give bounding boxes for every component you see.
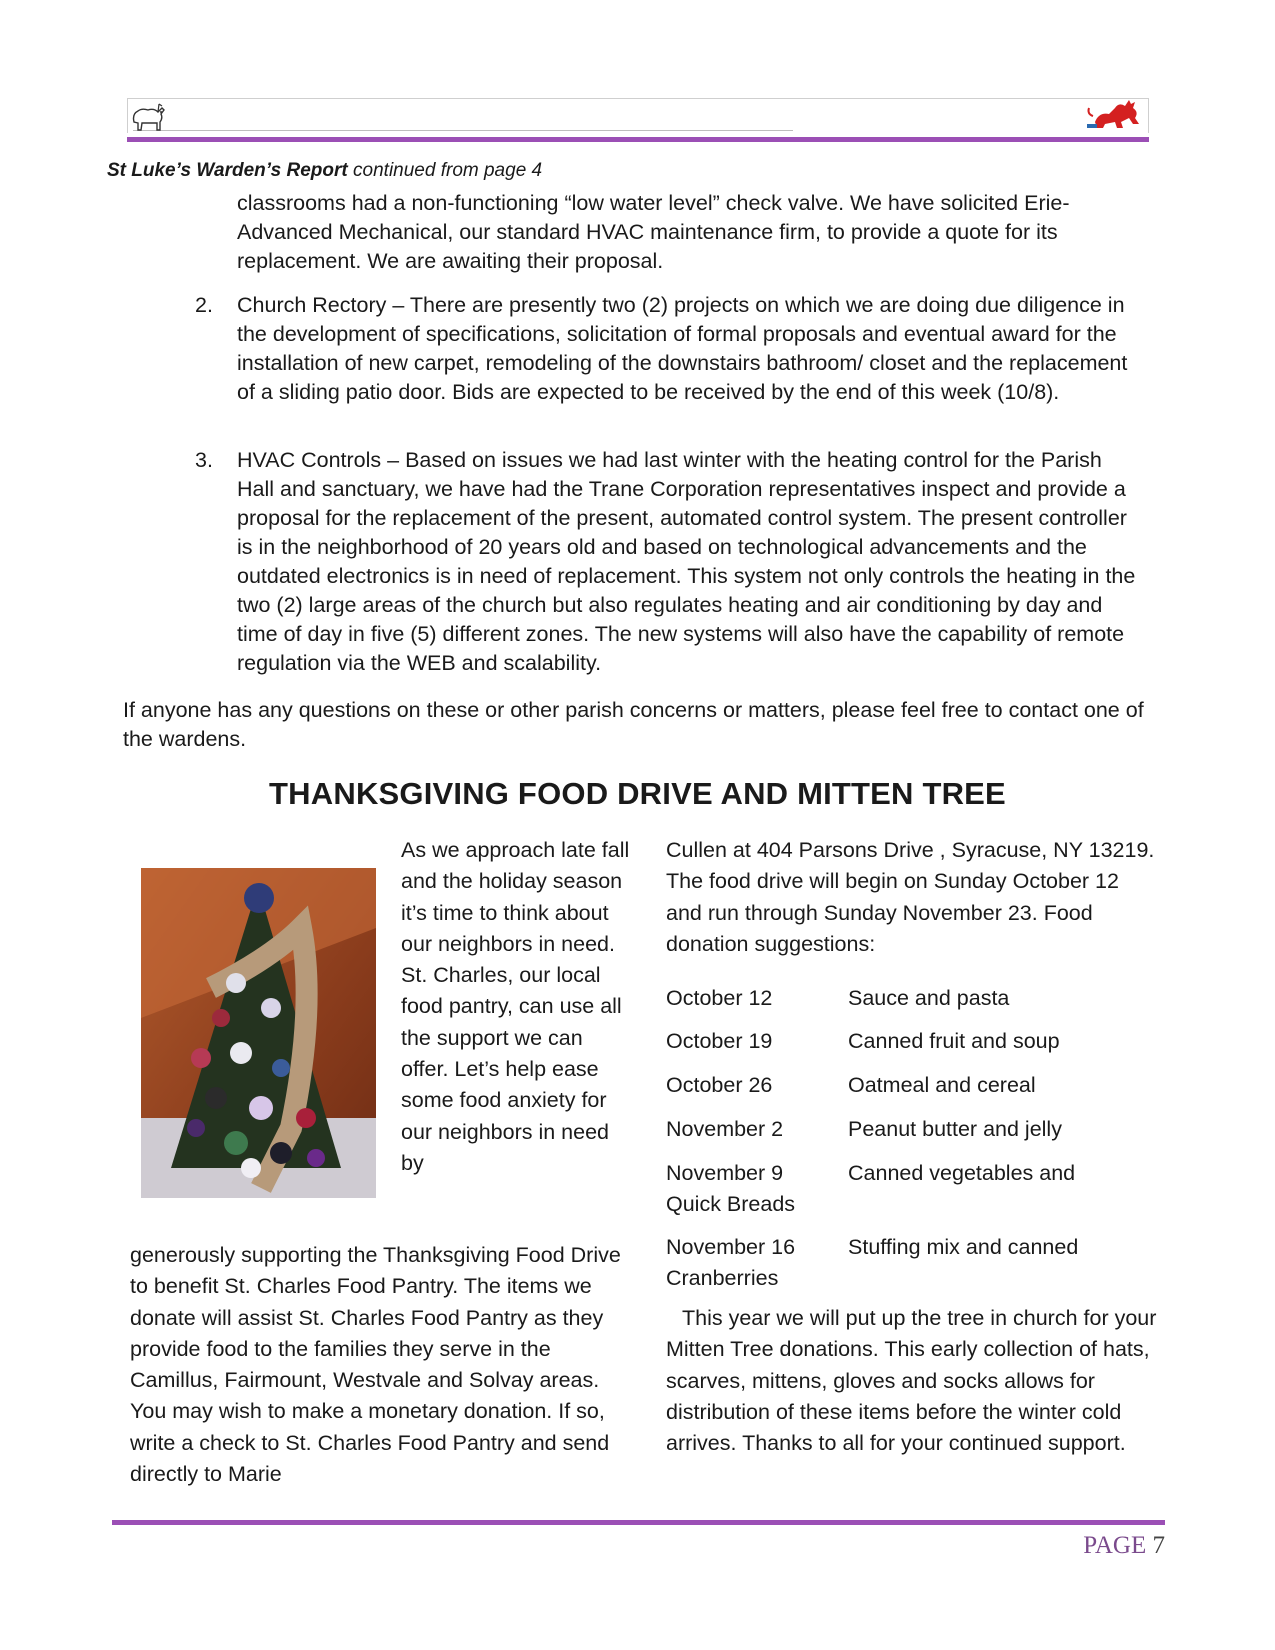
schedule-food: Canned vegetables and [848, 1161, 1076, 1185]
header-frame [127, 98, 1149, 133]
schedule-food: Sauce and pasta [848, 986, 1010, 1010]
lamb-icon [128, 100, 168, 132]
food-drive-address: Cullen at 404 Parsons Drive , Syracuse, NY 13219. The food drive will begin on Sunday October 12 and run through Sunday November 23. Food donation suggestions: [666, 838, 1155, 956]
page-number-value: 7 [1152, 1532, 1165, 1559]
schedule-food-continued: Cranberries [666, 1266, 779, 1290]
continuation-title: St Luke’s Warden’s Report [107, 160, 348, 181]
red-lion-icon [1085, 96, 1143, 132]
schedule-food: Peanut butter and jelly [848, 1117, 1062, 1141]
mitten-tree-paragraph: This year we will put up the tree in church for your Mitten Tree donations. This early collection of hats, scarves, mittens, gloves and socks allows for distribution of these items before the winter cold arrives. Thanks to all for your continued support. [666, 1306, 1157, 1456]
report-closing: If anyone has any questions on these or other parish concerns or matters, please feel free to contact one of the wardens. [123, 698, 1144, 751]
schedule-date: November 16 [666, 1235, 796, 1259]
report-list-item [195, 291, 1142, 407]
food-drive-details: generously supporting the Thanksgiving Food Drive to benefit St. Charles Food Pantry. The items we donate will assist St. Charles Food Pantry as they provide food to the families they serve in the Camillus, Fairmount, Westvale and Solvay areas. You may wish to make a monetary donation. If so, write a check to St. Charles Food Pantry and send directly to Marie [130, 1243, 621, 1487]
continuation-heading [107, 160, 542, 182]
report-list-item [195, 446, 1142, 678]
mitten-tree-photo [141, 868, 376, 1198]
list-number: 2. [195, 293, 213, 317]
page-label: PAGE [1083, 1532, 1147, 1559]
schedule-food: Stuffing mix and canned [848, 1235, 1079, 1259]
footer-rule [112, 1520, 1165, 1525]
schedule-food: Canned fruit and soup [848, 1029, 1060, 1053]
continuation-suffix: continued from page 4 [347, 160, 543, 181]
schedule-food-continued: Quick Breads [666, 1192, 796, 1216]
food-drive-intro: As we approach late fall and the holiday season it’s time to think about our neighbors in need. St. Charles, our local food pantry, can use all the support we can offer. Let’s help ease some food anxiety for our neighbors in need by [401, 838, 630, 1175]
list-item-text: Church Rectory – There are presently two (2) projects on which we are doing due diligence in the development of specifications, solicitation of formal proposals and eventual award for the installation of new carpet, remodeling of the downstairs bathroom/ closet and the replacement of a sliding patio door. Bids are expected to be received by the end of this week (10/8). [237, 293, 1128, 404]
list-number: 3. [195, 448, 213, 472]
page-number [1083, 1532, 1165, 1560]
header-rule [127, 137, 1149, 142]
schedule-date: October 26 [666, 1073, 773, 1097]
schedule-food: Oatmeal and cereal [848, 1073, 1036, 1097]
report-paragraph-continued: classrooms had a non-functioning “low water level” check valve. We have solicited Erie-Advanced Mechanical, our standard HVAC maintenance firm, to provide a quote for its replacement. We are awaiting their proposal. [237, 191, 1070, 273]
header-inner-line [133, 130, 793, 131]
schedule-date: October 12 [666, 986, 773, 1010]
schedule-date: October 19 [666, 1029, 773, 1053]
schedule-date: November 2 [666, 1117, 784, 1141]
list-item-text: HVAC Controls – Based on issues we had last winter with the heating control for the Parish Hall and sanctuary, we have had the Trane Corporation representatives inspect and provide a proposal for the replacement of the present, automated control system. The present controller is in the neighborhood of 20 years old and based on technological advancements and the outdated electronics is in need of replacement. This system not only controls the heating in the two (2) large areas of the church but also regulates heating and air conditioning by day and time of day in five (5) different zones. The new systems will also have the capability of remote regulation via the WEB and scalability. [237, 448, 1136, 675]
schedule-date: November 9 [666, 1161, 784, 1185]
section-title: THANKSGIVING FOOD DRIVE AND MITTEN TREE [269, 776, 1006, 811]
